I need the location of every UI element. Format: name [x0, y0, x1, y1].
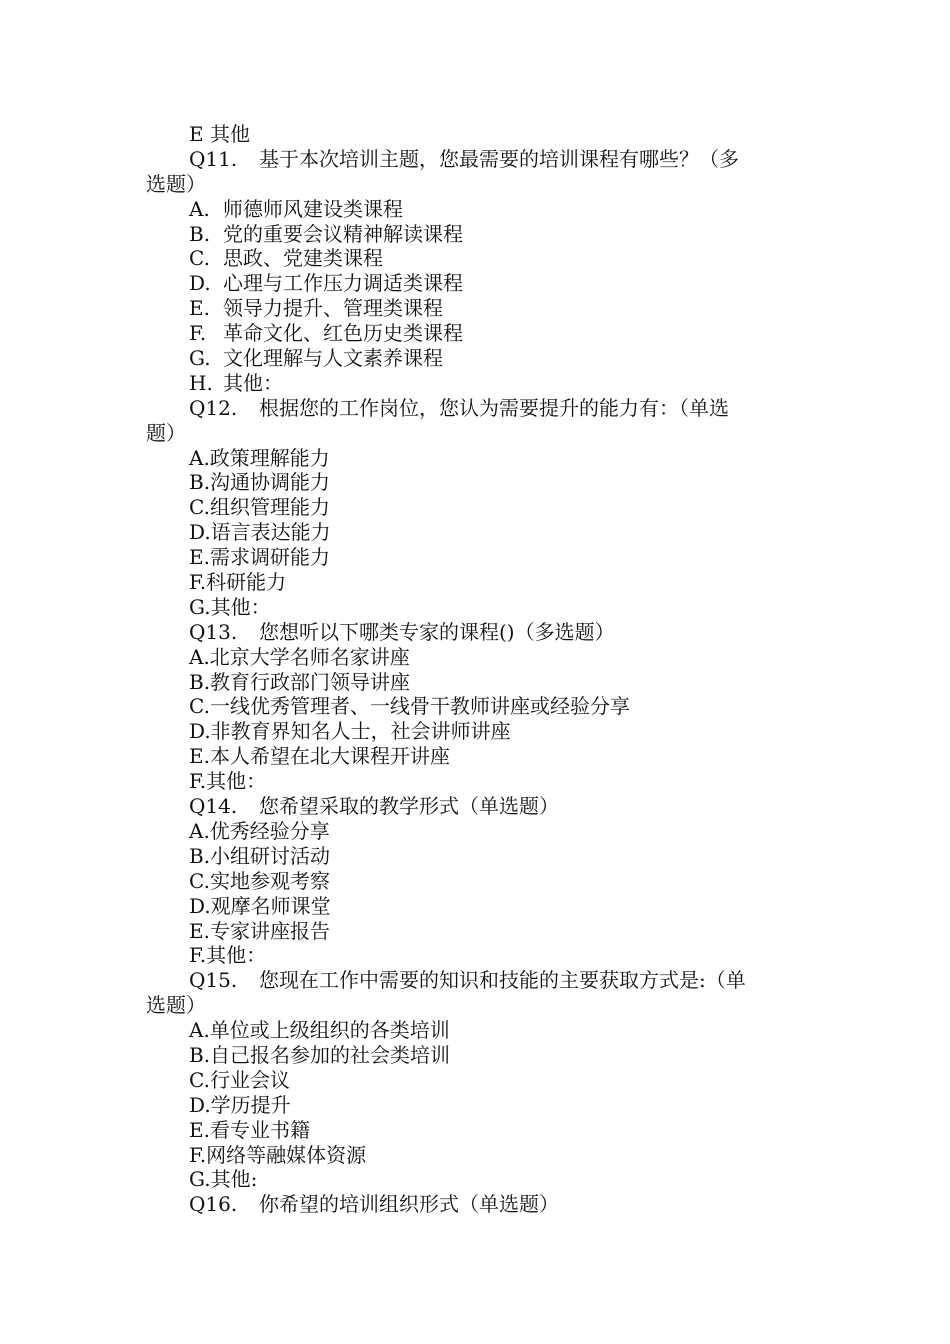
option-line: E.需求调研能力 [189, 545, 330, 570]
question-number: Q11. [189, 146, 238, 171]
option-text: 领导力提升、管理类课程 [223, 296, 443, 321]
option-line: A.政策理解能力 [189, 445, 330, 470]
option-letter: E. [189, 296, 210, 321]
question-number: Q12. [189, 395, 238, 420]
option-letter: A. [189, 196, 210, 221]
option-text: 革命文化、红色历史类课程 [223, 321, 463, 346]
question-q16 [146, 1192, 810, 1217]
option-line: G.其他: [189, 1167, 258, 1192]
option-letter: G. [189, 346, 211, 371]
question-q15 [146, 968, 810, 993]
option-line: B.小组研讨活动 [189, 843, 331, 868]
option-letter: B. [189, 221, 211, 246]
question-text: 您现在工作中需要的知识和技能的主要获取方式是:（单 [259, 968, 746, 993]
option-text: 心理与工作压力调适类课程 [223, 271, 463, 296]
option-line [146, 271, 810, 296]
question-number: Q16. [189, 1192, 238, 1217]
option-line: D.非教育界知名人士，社会讲师讲座 [189, 719, 511, 744]
question-text: 您想听以下哪类专家的课程()（多选题） [259, 619, 615, 644]
option-line: C.实地参观考察 [189, 868, 330, 893]
option-letter: H. [189, 370, 213, 395]
option-line: E.专家讲座报告 [189, 918, 330, 943]
option-line: D.学历提升 [189, 1092, 291, 1117]
option-line: E.看专业书籍 [189, 1117, 310, 1142]
option-line: D.观摩名师课堂 [189, 893, 331, 918]
option-line: C.组织管理能力 [189, 495, 330, 520]
option-line: B.教育行政部门领导讲座 [189, 669, 411, 694]
option-text: 思政、党建类课程 [223, 246, 383, 271]
option-line: A.优秀经验分享 [189, 818, 330, 843]
question-text: 根据您的工作岗位，您认为需要提升的能力有：（单选 [259, 395, 729, 420]
question-q12 [146, 396, 810, 421]
option-line: F.其他： [189, 769, 267, 794]
option-letter: D. [189, 271, 211, 296]
option-line: E.本人希望在北大课程开讲座 [189, 744, 450, 769]
option-line: A.单位或上级组织的各类培训 [189, 1018, 450, 1043]
option-text: 党的重要会议精神解读课程 [223, 221, 463, 246]
option-line: F.其他： [189, 943, 267, 968]
question-text: 您希望采取的教学形式（单选题） [259, 794, 559, 819]
option-line: C.一线优秀管理者、一线骨干教师讲座或经验分享 [189, 694, 630, 719]
option-line [146, 197, 810, 222]
option-line: A.北京大学名师名家讲座 [189, 644, 410, 669]
question-number: Q13. [189, 619, 238, 644]
option-line [146, 371, 810, 396]
question-text: 你希望的培训组织形式（单选题） [259, 1192, 559, 1217]
option-letter: F. [189, 321, 207, 346]
option-line [146, 246, 810, 271]
question-text: 基于本次培训主题，您最需要的培训课程有哪些？（多 [259, 146, 739, 171]
option-line: F.科研能力 [189, 570, 287, 595]
question-q11 [146, 147, 810, 172]
question-number: Q14. [189, 794, 238, 819]
question-text-continuation: 选题） [146, 993, 206, 1018]
option-line: B.沟通协调能力 [189, 470, 331, 495]
option-line [146, 321, 810, 346]
option-line: D.语言表达能力 [189, 520, 331, 545]
option-line: C.行业会议 [189, 1067, 290, 1092]
option-text: 其他： [223, 370, 283, 395]
option-line: B.自己报名参加的社会类培训 [189, 1042, 451, 1067]
question-q14 [146, 794, 810, 819]
question-text-continuation: 题） [146, 420, 186, 445]
option-line [146, 222, 810, 247]
question-number: Q15. [189, 968, 238, 993]
question-text-continuation: 选题） [146, 171, 206, 196]
option-letter: C. [189, 246, 210, 271]
option-text: 师德师风建设类课程 [223, 196, 403, 221]
option-text: 文化理解与人文素养课程 [223, 346, 443, 371]
option-line: E 其他 [189, 122, 250, 146]
option-line: G.其他： [189, 594, 271, 619]
questionnaire-body [146, 122, 810, 1217]
question-q13 [146, 620, 810, 645]
option-line: F.网络等融媒体资源 [189, 1142, 367, 1167]
option-line [146, 296, 810, 321]
option-line [146, 346, 810, 371]
